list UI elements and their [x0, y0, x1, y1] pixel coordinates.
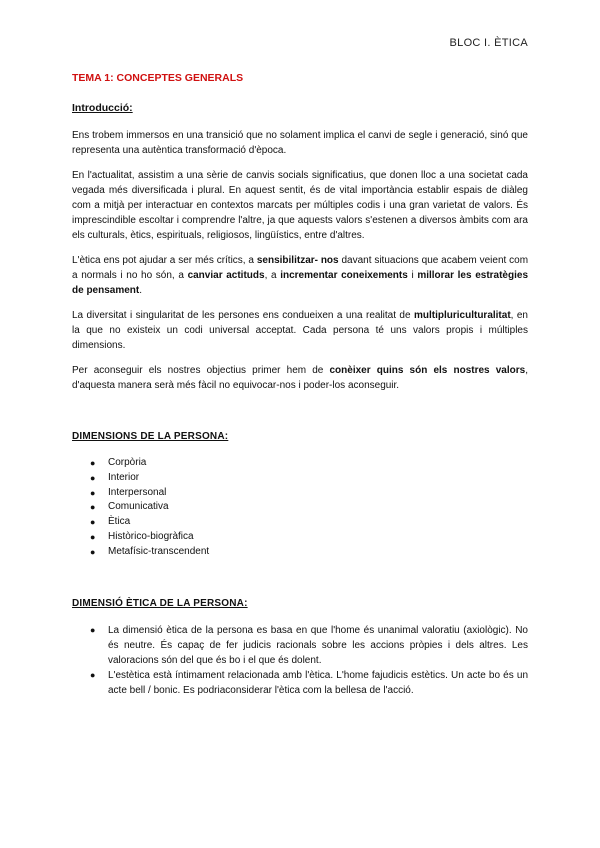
- text-span: Per aconseguir els nostres objectius primer hem de: [72, 365, 330, 376]
- bullet-icon: ●: [90, 531, 96, 542]
- text-span: La diversitat i singularitat de les persones ens condueixen a una realitat de: [72, 310, 414, 321]
- list-item-text: Interpersonal: [108, 486, 167, 498]
- bold-span: millorar les estratègies de pensament: [72, 270, 529, 296]
- bold-span: incrementar coneixements: [280, 270, 408, 281]
- list-item: [72, 515, 528, 530]
- bold-span: sensibilitzar- nos: [256, 255, 339, 266]
- list-item-text: Ètica: [108, 516, 131, 528]
- bold-span: conèixer quins són els nostres valors: [329, 365, 526, 376]
- bullet-icon: ●: [90, 546, 96, 557]
- ethics-list: [72, 623, 528, 698]
- ethics-heading: DIMENSIÓ ÈTICA DE LA PERSONA:: [72, 597, 248, 609]
- page-header: BLOC I. ÈTICA: [449, 37, 528, 49]
- list-item-text: Corpòria: [108, 457, 147, 468]
- list-item-text: L'estètica està íntimament relacionada amb l'ètica. L'home fajudicis estètics. Un acte bo és un acte bell / bonic. Es podriaconsiderar l'ètica com la bellesa de l'acció.: [108, 669, 528, 696]
- list-item-text: Comunicativa: [108, 501, 169, 513]
- paragraph-3: [72, 253, 528, 298]
- bold-span: canviar actituds: [187, 270, 265, 281]
- bullet-icon: ●: [90, 458, 96, 468]
- bullet-icon: ●: [90, 624, 96, 635]
- list-item: [72, 500, 528, 515]
- paragraph-1: Ens trobem immersos en una transició que no solament implica el canvi de segle i generació, sinó que representa una autèntica transformació d'època.: [72, 130, 528, 156]
- bullet-icon: ●: [90, 669, 96, 680]
- bullet-icon: ●: [90, 517, 96, 528]
- dimensions-list: [72, 456, 528, 560]
- text-span: .: [139, 285, 143, 296]
- text-span: L'ètica ens pot ajudar a ser més crítics, a: [72, 255, 257, 266]
- list-item-text: Històrico-biogràfica: [108, 530, 194, 542]
- bullet-icon: ●: [90, 487, 96, 498]
- topic-title: TEMA 1: CONCEPTES GENERALS: [72, 72, 244, 84]
- bullet-icon: ●: [90, 502, 96, 513]
- dimensions-heading: DIMENSIONS DE LA PERSONA:: [72, 431, 229, 442]
- list-item: [72, 530, 528, 545]
- list-item-text: Interior: [108, 471, 140, 483]
- list-item: [72, 623, 528, 668]
- list-item: [72, 456, 528, 471]
- text-span: i: [407, 270, 418, 281]
- bold-span: multipluriculturalitat: [413, 310, 511, 321]
- paragraph-5: [72, 363, 528, 393]
- bullet-icon: ●: [90, 472, 96, 483]
- list-item: [72, 545, 528, 560]
- list-item: [72, 486, 528, 501]
- intro-heading: Introducció:: [72, 102, 133, 114]
- list-item-text: Metafísic-transcendent: [108, 545, 210, 557]
- text-span: , en la que no existeix un codi universal acceptat. Cada persona té uns valors propis i múltiples dimensions.: [72, 310, 528, 351]
- text-span: , d'aquesta manera serà més fàcil no equivocar-nos i poder-los aconseguir.: [72, 365, 528, 391]
- document-body: [72, 72, 528, 698]
- paragraph-4: [72, 308, 528, 353]
- paragraph-2: En l'actualitat, assistim a una sèrie de canvis socials significatius, que donen lloc a una societat cada vegada més diversificada i plural. En aquest sentit, és de vital importància establir espais de diàleg com a mitjà per interactuar en contextos marcats per múltiples codis i una gran varietat de valors. És imprescindible escoltar i comprendre l'altre, ja que aquests valors s'estenen a diversos àmbits com ara els culturals, ètics, espirituals, religiosos, lingüístics, entre d'altres.: [72, 170, 528, 241]
- list-item: [72, 668, 528, 698]
- list-item-text: La dimensió ètica de la persona es basa en que l'home és unanimal valoratiu (axiològic). No és neutre. És capaç de fer judicis racionals sobre les accions pròpies i dels altres. Les valoracions són del que és bo i el que és dolent.: [108, 624, 528, 666]
- list-item: [72, 471, 528, 486]
- text-span: davant situacions que acabem veient com a normals i no ho són, a: [72, 255, 529, 281]
- text-span: , a: [264, 270, 281, 281]
